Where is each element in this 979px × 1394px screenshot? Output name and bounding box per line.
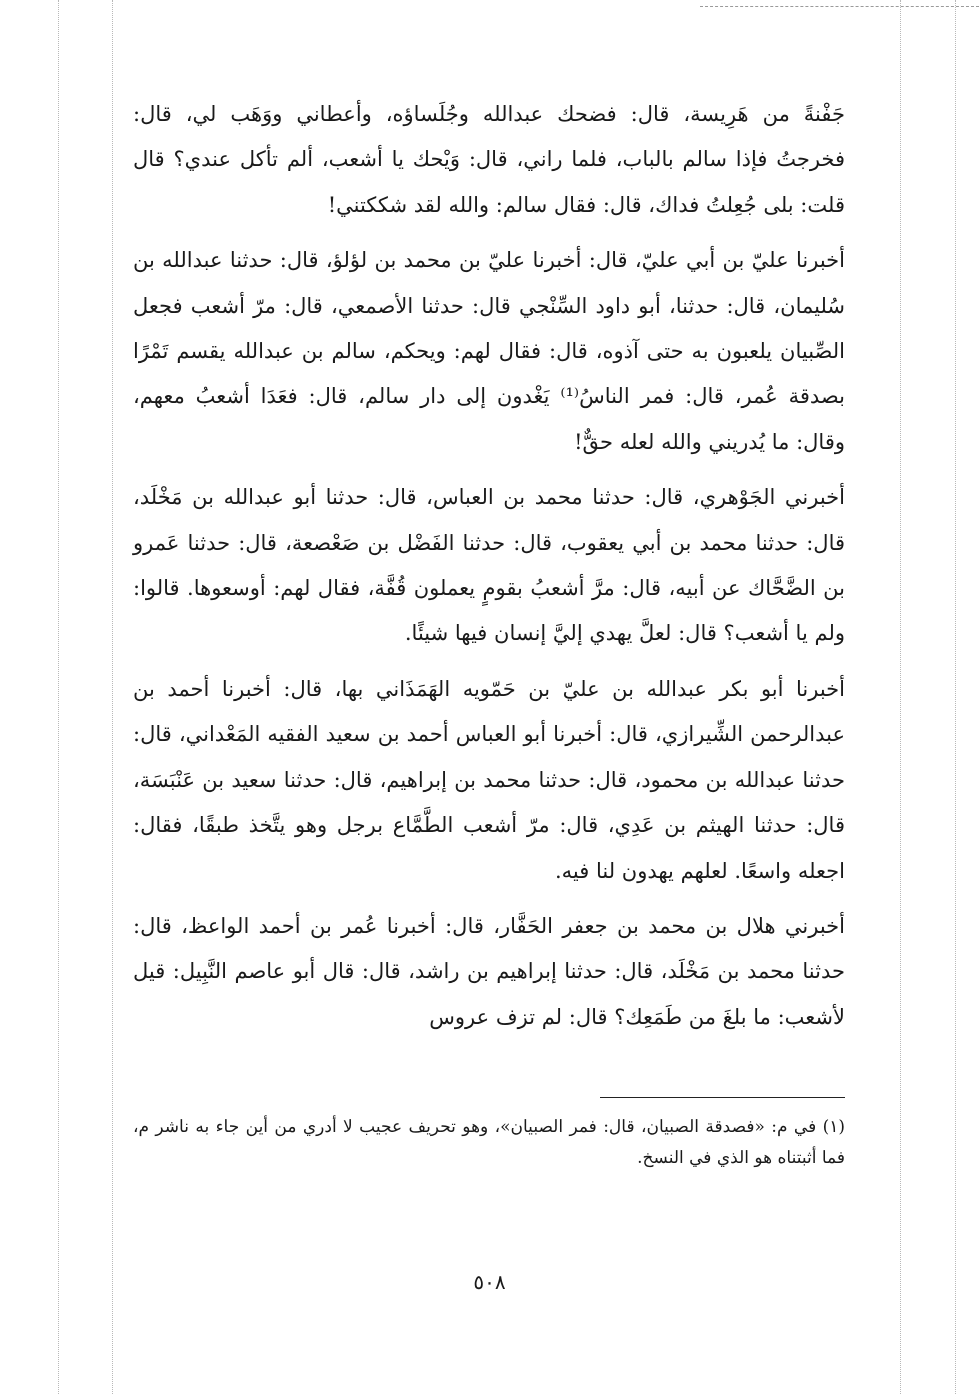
margin-guide-right-inner [900, 0, 901, 1394]
top-dashed-line [700, 6, 979, 7]
footnotes [133, 1112, 845, 1174]
margin-guide-left [58, 0, 59, 1394]
paragraph: أخبرنا عليّ بن أبي عليّ، قال: أخبرنا عليّ بن محمد بن لؤلؤ، قال: حدثنا عبدالله بن سُليمان، قال: حدثنا، أبو داود السِّنْجي قال: حدثنا الأصمعي، قال: مرّ أشعب فجعل الصِّبيان يلعبون به حتى آذوه، قال: فقال لهم: ويحكم، سالم بن عبدالله يقسم تَمْرًا بصدقة عُمر، قال: فمر الناسُ⁽¹⁾ يَغْدون إلى دار سالم، قال: فعَدَا أشعبُ معهم، وقال: ما يُدريني والله لعله حقٌّ! [133, 248, 845, 454]
footnote-separator [600, 1097, 845, 1098]
paragraph: جَفْنةً من هَرِيسة، قال: فضحك عبدالله وجُلَساؤه، وأعطاني ووَهَب لي، قال: فخرجتُ فإذا سالم بالباب، فلما راني، قال: وَيْحك يا أشعب، ألم تأكل عندي؟ قال قلت: بلى جُعِلتُ فداك، قال: فقال سالم: والله لقد شككتني! [133, 102, 845, 217]
main-text [133, 92, 845, 1050]
footnote: (١) في م: «فصدقة الصبيان، قال: فمر الصبيان»، وهو تحريف عجيب لا أدري من أين جاء به ناشر م، فما أثبتناه هو الذي في النسخ. [133, 1117, 845, 1168]
page-number: ٥٠٨ [473, 1270, 506, 1294]
margin-guide-left-inner [112, 0, 113, 1394]
margin-guide-right [955, 0, 956, 1394]
paragraph: أخبرنا أبو بكر عبدالله بن عليّ بن حَمّويه الهَمَذَاني بها، قال: أخبرنا أحمد بن عبدالرحمن الشِّيرازي، قال: أخبرنا أبو العباس أحمد بن سعيد الفقيه المَعْداني، قال: حدثنا عبدالله بن محمود، قال: حدثنا محمد بن إبراهيم، قال: حدثنا سعيد بن عَنْبَسَة، قال: حدثنا الهيثم بن عَدِي، قال: مرّ أشعب الطَّمَّاع برجل وهو يتَّخذ طبقًا، فقال: اجعله واسعًا. لعلهم يهدون لنا فيه. [133, 676, 845, 883]
paragraph: أخبرني الجَوْهري، قال: حدثنا محمد بن العباس، قال: حدثنا أبو عبدالله بن مَخْلَد، قال: حدثنا محمد بن أبي يعقوب، قال: حدثنا الفَضْل بن صَعْصعة، قال: حدثنا عَمرو بن الضَّحَّاك عن أبيه، قال: مرَّ أشعبُ بقومٍ يعملون قُفَّة، فقال لهم: أوسعوها. قالوا: ولم يا أشعب؟ قال: لعلَّ يهدي إليَّ إنسان فيها شيئًا. [133, 485, 845, 646]
paragraph: أخبرني هلال بن محمد بن جعفر الحَفَّار، قال: أخبرنا عُمر بن أحمد الواعظ، قال: حدثنا محمد بن مَخْلَد، قال: حدثنا إبراهيم بن راشد، قال: قال أبو عاصم النَّبِيل: قيل لأشعب: ما بلغَ من طَمَعِك؟ قال: لم تزف عروس [133, 913, 845, 1029]
